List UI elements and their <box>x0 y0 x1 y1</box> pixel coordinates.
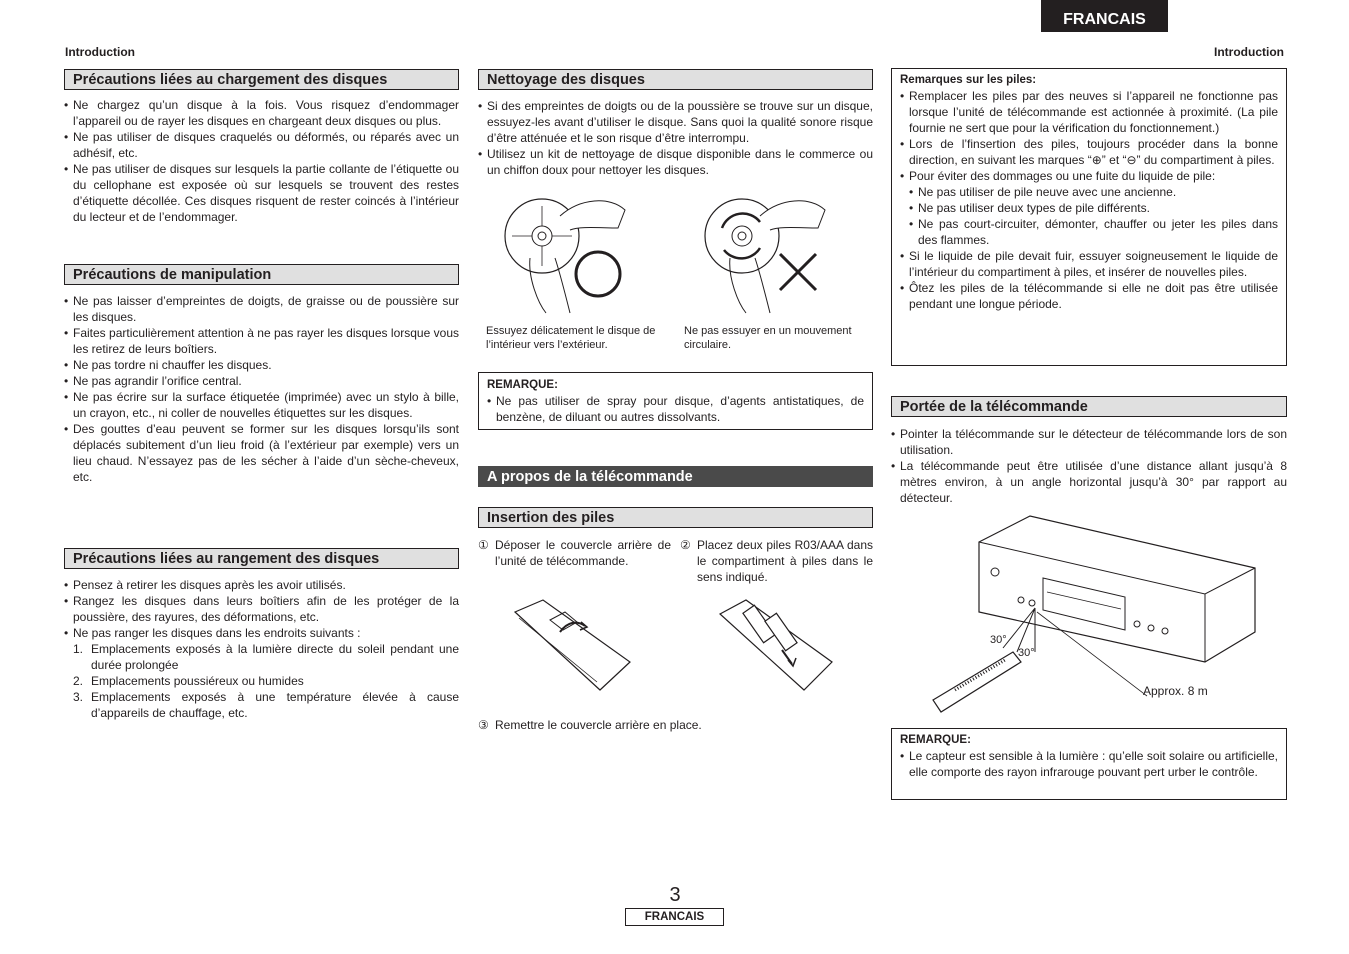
language-tab: FRANCAIS <box>1041 0 1168 32</box>
list-item: • Ne chargez qu’un disque à la fois. Vous risquez d’endommager l’appareil ou de rayer les disques en chargeant deux disques ou plus. <box>64 97 459 129</box>
list-item: • Ne pas écrire sur la surface étiquetée (imprimée) avec un stylo à bille, un crayon, etc., ni coller de nouvelles étiquettes sur les disques. <box>64 389 459 421</box>
list-item: • Remplacer les piles par des neuves si l’appareil ne fonctionne pas lorsque l’unité de télécommande est actionnée à proximité. (La pile fournie ne sert que pour la vérification du fonctionnement.) <box>900 88 1278 136</box>
list-item: • Pensez à retirer les disques après les avoir utilisés. <box>64 577 459 593</box>
battery-notes-box <box>891 68 1287 366</box>
list-item: • Lors de l’finsertion des piles, toujours procéder dans la bonne direction, en suivant les marques “⊕” et “⊖” du compartiment à piles. <box>900 136 1278 168</box>
list-item: • Ne pas court-circuiter, démonter, chauffer ou jeter les piles dans des flammes. <box>909 216 1278 248</box>
section-body-range <box>891 426 1287 506</box>
section-body-loading <box>64 97 459 225</box>
note-box-cleaning <box>478 372 873 430</box>
list-item: • Ne pas ranger les disques dans les endroits suivants : <box>64 625 459 641</box>
list-item: 1. Emplacements exposés à la lumière directe du soleil pendant une durée prolongée <box>73 642 459 672</box>
list-item: • Si des empreintes de doigts ou de la poussière se trouve sur un disque, essuyez-les avant d’utiliser le disque. Sans quoi la qualité sonore risque d’être atténuée et le son risque d’être interrompu. <box>478 98 873 146</box>
list-item: • Ne pas utiliser de spray pour disque, d’agents antistatiques, de benzène, de diluant ou autres dissolvants. <box>487 393 864 425</box>
angle-label-left: 30° <box>990 634 1007 646</box>
section-body-storage <box>64 577 459 721</box>
list-item: • Faites particulièrement attention à ne pas rayer les disques lorsque vous les retirez de leurs boîtiers. <box>64 325 459 357</box>
list-item: • Ne pas tordre ni chauffer les disques. <box>64 357 459 373</box>
list-item: • Ne pas utiliser de disques sur lesquels la partie collante de l’étiquette ou du cellophane est exposée où sur lesquels se trouvent des restes d’étiquette décollée. Ces disques risquent de rester coincés à l’intérieur du lecteur et de l’endommager. <box>64 161 459 225</box>
list-item: 2. Emplacements poussiéreux ou humides <box>73 674 304 688</box>
note-title: REMARQUE: <box>900 734 971 746</box>
list-item: • Ne pas utiliser deux types de pile différents. <box>909 200 1278 216</box>
list-item: • Ne pas agrandir l’orifice central. <box>64 373 459 389</box>
section-title-batteries: Insertion des piles <box>478 507 873 528</box>
battery-step-2: ② Placez deux piles R03/AAA dans le compartiment à piles dans le sens indiqué. <box>680 538 873 584</box>
list-item: • Pour éviter des dommages ou une fuite du liquide de pile: <box>900 168 1278 184</box>
section-body-handling <box>64 293 459 485</box>
disc-wipe-incorrect-illustration <box>700 188 850 318</box>
list-item: • Si le liquide de pile devait fuir, essuyer soigneusement le liquide de l’intérieur du compartiment à piles, et insérer de nouvelles piles. <box>900 248 1278 280</box>
caption-incorrect-wipe: Ne pas essuyer en un mouvement circulaire. <box>684 325 852 351</box>
running-head-left: Introduction <box>65 45 135 59</box>
list-item: • Ôtez les piles de la télécommande si elle ne doit pas être utilisée pendant une longue période. <box>900 280 1278 312</box>
section-body-cleaning <box>478 98 873 178</box>
battery-insert-illustration <box>712 592 837 697</box>
distance-label: Approx. 8 m <box>1143 684 1208 698</box>
section-title-loading: Précautions liées au chargement des disques <box>64 69 459 90</box>
battery-step-3: ③ Remettre le couvercle arrière en place. <box>478 718 702 732</box>
section-title-remote: A propos de la télécommande <box>478 466 873 487</box>
section-title-cleaning: Nettoyage des disques <box>478 69 873 90</box>
list-item: • Des gouttes d’eau peuvent se former sur les disques lorsqu’ils sont déplacés subitement d’un lieu froid (à l’extérieur par exemple) vers un lieu chaud. N’essayez pas de les sécher à l’aide d’un sèche-cheveux, etc. <box>64 421 459 485</box>
footer-language-label: FRANCAIS <box>625 908 724 926</box>
angle-label-right: 30° <box>1018 647 1035 659</box>
disc-wipe-correct-illustration <box>500 188 640 318</box>
section-title-handling: Précautions de manipulation <box>64 264 459 285</box>
caption-correct-wipe: Essuyez délicatement le disque de l’intérieur vers l’extérieur. <box>486 325 656 351</box>
note-title: REMARQUE: <box>487 379 558 391</box>
list-item: • Pointer la télécommande sur le détecteur de télécommande lors de son utilisation. <box>891 426 1287 458</box>
running-head-right: Introduction <box>1214 45 1284 59</box>
note-box-sensor <box>891 728 1287 800</box>
page-number: 3 <box>669 884 681 906</box>
battery-step-1: ① Déposer le couvercle arrière de l’unité de télécommande. <box>478 538 671 568</box>
remote-cover-removal-illustration <box>505 592 635 697</box>
list-item: • Le capteur est sensible à la lumière : qu’elle soit solaire ou artificielle, elle comporte des rayon infrarouge pouvant pert urber le contrôle. <box>900 748 1278 780</box>
battery-notes-title: Remarques sur les piles: <box>900 74 1037 86</box>
list-item: • La télécommande peut être utilisée d’une distance allant jusqu’à 8 mètres environ, à un angle horizontal jusqu’à 30° par rapport au détecteur. <box>891 458 1287 506</box>
section-title-storage: Précautions liées au rangement des disques <box>64 548 459 569</box>
list-item: • Rangez les disques dans leurs boîtiers afin de les protéger de la poussière, des rayures, des déformations, etc. <box>64 593 459 625</box>
list-item: 3. Emplacements exposés à une température élevée à cause d’appareils de chauffage, etc. <box>73 690 459 720</box>
list-item: • Ne pas utiliser de pile neuve avec une ancienne. <box>909 184 1278 200</box>
list-item: • Ne pas utiliser de disques craquelés ou déformés, ou réparés avec un adhésif, etc. <box>64 129 459 161</box>
list-item: • Ne pas laisser d’empreintes de doigts, de graisse ou de poussière sur les disques. <box>64 293 459 325</box>
section-title-range: Portée de la télécommande <box>891 396 1287 417</box>
list-item: • Utilisez un kit de nettoyage de disque disponible dans le commerce ou un chiffon doux pour nettoyer les disques. <box>478 146 873 178</box>
remote-range-illustration <box>925 512 1265 722</box>
